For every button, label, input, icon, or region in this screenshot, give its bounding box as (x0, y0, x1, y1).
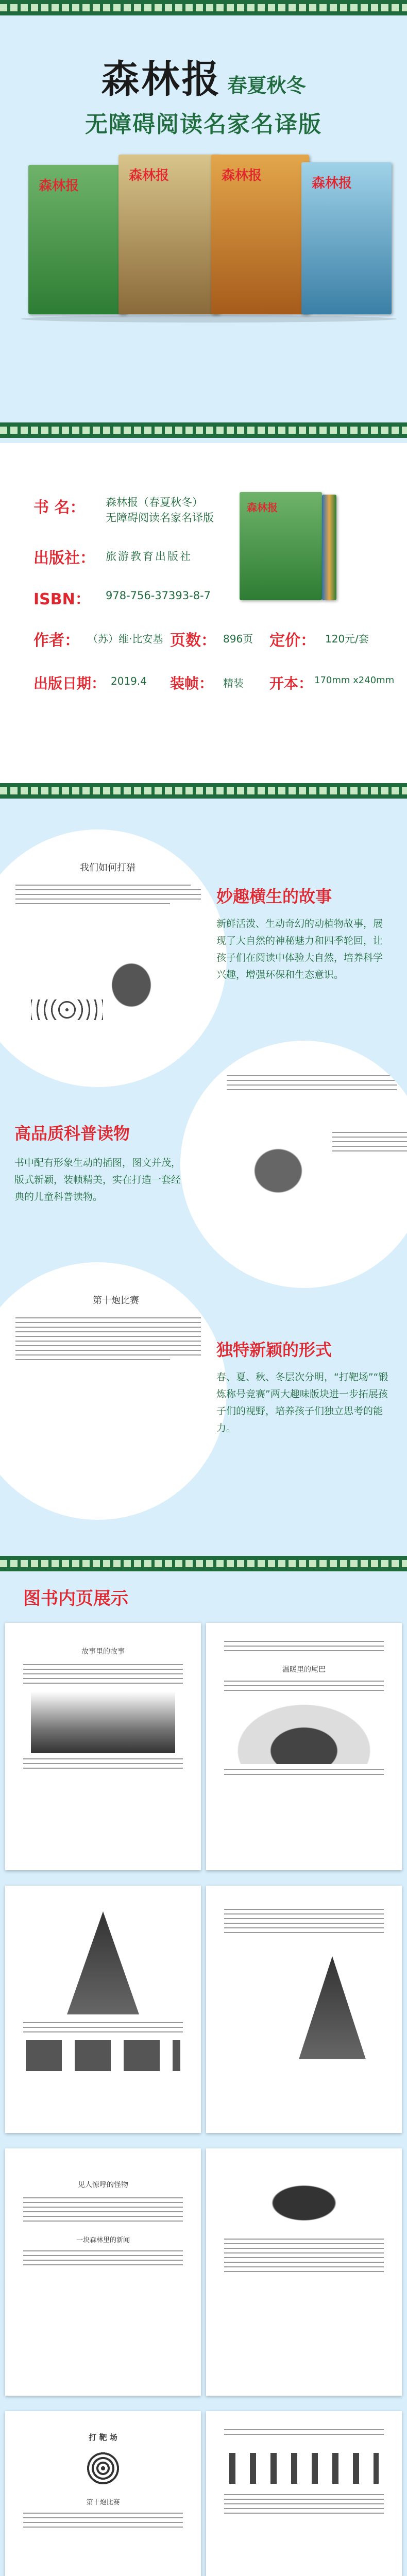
date-label: 出版日期： (33, 675, 106, 692)
tracks-illustration (31, 999, 103, 1020)
binding-value: 精装 (223, 677, 244, 689)
book-cover-spring (28, 165, 126, 314)
feature-heading: 高品质科普读物 (14, 1124, 130, 1143)
price-label: 定价： (269, 632, 316, 650)
book-cover-autumn (211, 155, 309, 314)
pages-value: 896页 (223, 633, 253, 645)
hare-illustration (98, 948, 165, 1010)
inner-page-4 (206, 1886, 402, 2133)
inner-page-8 (206, 2411, 402, 2576)
gallery-section (0, 1577, 407, 2576)
book-cover-summer (118, 155, 219, 314)
feature-text: 新鲜活泼、生动奇幻的动植物故事，展现了大自然的神秘魅力和四季轮回，让孩子们在阅读中体验大自然，培养科学兴趣，增强环保和生态意识。 (216, 918, 383, 980)
isbn-label: ISBN： (33, 590, 91, 608)
book-stack-spine (322, 495, 336, 600)
date-value: 2019.4 (111, 675, 147, 687)
main-title: 森林报 (101, 57, 222, 101)
decorative-border-bottom (0, 422, 407, 438)
feature-2 (14, 1121, 184, 1206)
inner-page-subtitle: 第十炮比赛 (86, 2499, 120, 2506)
publisher-label: 出版社： (33, 549, 95, 567)
book-stack-label: 森林报 (247, 501, 278, 514)
book-cover-title: 森林报 (39, 178, 79, 194)
inner-page-7 (5, 2411, 201, 2576)
feature-text: 春、夏、秋、冬层次分明，“打靶场”“锻炼称号竞赛”两大趣味版块进一步拓展孩子们的视野，培养孩子们独立思考的能力。 (216, 1371, 388, 1434)
book-cover-title: 森林报 (129, 168, 169, 183)
book-stack-image (240, 492, 322, 600)
inner-page-title: 打 靶 场 (89, 2433, 117, 2442)
features-section (0, 799, 407, 1577)
author-value: （苏）维·比安基 (88, 633, 163, 645)
snow-illustration (227, 1697, 381, 1764)
gallery-title: 图书内页展示 (23, 1588, 128, 1609)
tree-illustration (67, 1911, 139, 2014)
book-cover-title: 森林报 (222, 168, 262, 183)
target-icon (85, 2450, 121, 2486)
tagline: 无障碍阅读名家名译版 (85, 111, 322, 138)
feature-heading: 独特新颖的形式 (216, 1340, 332, 1360)
hero-section (0, 0, 407, 443)
price-value: 120元/套 (325, 633, 369, 645)
pages-label: 页数： (170, 632, 216, 650)
birds-illustration (229, 2453, 379, 2484)
tree-illustration (299, 1956, 366, 2059)
feature-text: 书中配有形象生动的插图，图文并茂，版式新颖，装帧精美，实在打造一套经典的儿童科普读物。 (14, 1157, 181, 1202)
decorative-border-info (0, 783, 407, 799)
bird-illustration (232, 1128, 325, 1206)
title-value: 森林报（春夏秋冬） 无障碍阅读名家名译版 (106, 496, 214, 524)
book-shadow (21, 315, 397, 323)
title-block (0, 49, 407, 104)
book-info-section (0, 443, 407, 799)
publisher-value: 旅游教育出版社 (106, 550, 192, 563)
circle-heading: 第十炮比赛 (93, 1295, 139, 1306)
binding-label: 装帧： (170, 675, 214, 692)
feature-circle-hunting (0, 829, 227, 1087)
decorative-border-top (0, 0, 407, 15)
book-cover-title: 森林报 (312, 176, 352, 191)
subtitle-small: 春夏秋冬 (227, 74, 306, 97)
inner-page-subtitle: 一块森林里的新闻 (76, 2236, 130, 2244)
inner-page-5 (5, 2148, 201, 2396)
circle-heading: 我们如何打猎 (80, 862, 135, 873)
feature-heading: 妙趣横生的故事 (216, 887, 332, 906)
inner-page-title: 温暖里的尾巴 (282, 1666, 326, 1674)
bird-heads-illustration (26, 2040, 180, 2071)
moose-illustration (242, 2169, 366, 2231)
isbn-value: 978-756-37393-8-7 (106, 589, 211, 602)
inner-page-6 (206, 2148, 402, 2396)
book-cover-winter (301, 162, 392, 314)
swamp-illustration (31, 1691, 175, 1753)
inner-page-2 (206, 1623, 402, 1870)
feature-circle-bird (180, 1041, 407, 1288)
title-label: 书 名： (33, 499, 86, 517)
inner-page-3 (5, 1886, 201, 2133)
inner-page-1 (5, 1623, 201, 1870)
feature-3 (216, 1337, 394, 1437)
feature-circle-quiz (0, 1262, 227, 1520)
author-label: 作者： (33, 632, 80, 650)
inner-page-title: 见人惊呼的怪物 (78, 2181, 128, 2189)
size-label: 开本： (269, 675, 313, 692)
decorative-border-features (0, 1556, 407, 1571)
feature-1 (216, 884, 392, 984)
inner-page-title: 故事里的故事 (81, 1648, 125, 1656)
size-value: 170mm x240mm (314, 675, 395, 686)
